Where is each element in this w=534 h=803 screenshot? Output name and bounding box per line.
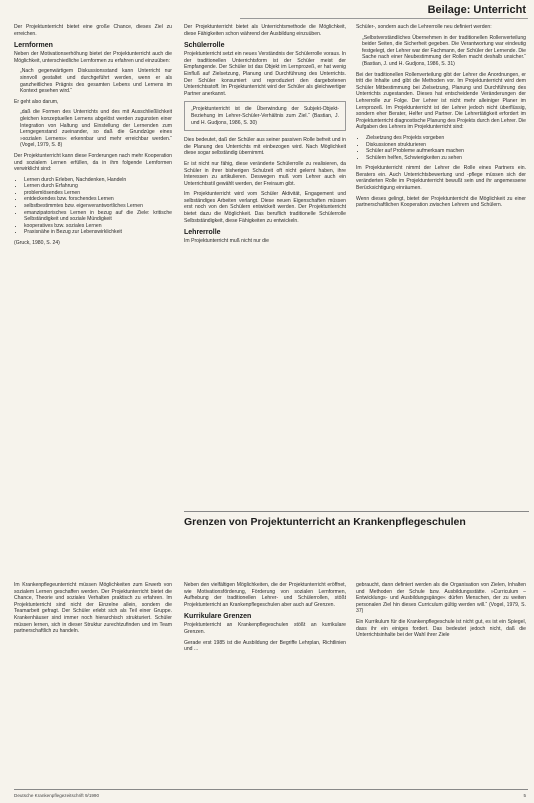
heading-schuelerrolle: Schülerrolle — [184, 42, 225, 50]
page-number: 5 — [523, 793, 526, 798]
heading-lehrerrolle: Lehrerrolle — [184, 229, 221, 237]
section-b-p2: Ein Kurrikulum für die Krankenpflegeschule ist nicht gut, es ist ein Spiegel, dass ihr ein einiges fordert. Das bedeutet jedoch nicht, daß die Unterrichtsinhalte bei der Wahl ihrer Ziele — [356, 618, 526, 639]
col1-p1: Neben der Motivationserhöhung bietet der Projektunterricht auch die Möglichkeit, unterschiedliche Lernformen zu erfahren und einzuüben: — [14, 51, 172, 64]
list-item: • Lernen durch Erfahrung — [24, 183, 172, 190]
col2-quote: „Projektunterricht ist die Überwindung der Subjekt-Objekt-Beziehung im Lehrer-Schüler-Verhältnis zum Ziel.“ (Bastian, J. und H. Gudjons, 1986, S. 30) — [191, 106, 339, 126]
col2-intro: Der Projektunterricht bietet als Unterrichtsmethode die Möglichkeit, diese Fähigkeiten schon während der Ausbildung einzuüben. — [184, 24, 346, 37]
section-column-a — [184, 582, 346, 657]
heading-lernformen: Lernformen — [14, 42, 53, 50]
section-column-b — [356, 582, 526, 643]
list-item: • Schüler auf Probleme aufmerksam machen — [366, 148, 526, 155]
col1-bullet-list — [14, 177, 172, 236]
column-middle — [184, 24, 346, 249]
list-item: • problemlösendes Lernen — [24, 190, 172, 197]
footer-journal: Deutsche Krankenpflegezeitschrift 9/1990 — [14, 793, 100, 798]
col1-p3: Der Projektunterricht kann diese Forderungen nach mehr Kooperation und sozialem Lernen erfüllen, da in ihm folgende Lernformen verwirklicht sind: — [14, 152, 172, 173]
col1-citation: (Gruck, 1980, S. 24) — [14, 240, 60, 247]
col3-quote: „Selbstverständliches Übernehmen in der traditionellen Rollenverteilung beider Seiten, die Sicherheit gegeben. Die Verantwortung war eindeutig festgelegt, der Lehrer war der Fachmann, der Schüler der Lernende. Die Sache nach einer Neubestimmung der Rollen macht deshalb unsicher.“ (Bastian, J. und H. Gudjons, 1986, S. 31) — [362, 34, 526, 67]
section-b-p1: gebraucht, dann definiert werden als die Organisation von Zielen, Inhalten und Methoden der Schule bzw. Ausbildungsstätte. »Curriculum – Entwicklungs- und Ausbildungsgänge« dürfen Menschen, der zu weiten personalen Ziel hin dieses Curriculum gültig werden will.“ (Vogel, 1979, S. 37) — [356, 582, 526, 615]
section-a-p1: Neben den vielfältigen Möglichkeiten, die der Projektunterricht eröffnet, wie Motivationsförderung, Förderung von sozialen Lernformen, Aufhebung der traditionellen Lehrer- und Schülerrollen, stößt Projektunterricht an Krankenpflegeschulen aber auch auf Grenzen. — [184, 582, 346, 608]
column-left-lower — [14, 582, 172, 639]
column-left — [14, 24, 172, 251]
footer-rule — [14, 789, 528, 790]
col3-bullet-list — [356, 135, 526, 161]
col3-p1: Bei der traditionellen Rollenverteilung gibt der Lehrer die Anordnungen, er tritt die Inhalte und gibt die Methoden vor. Im Projektunterricht wird dem Schüler Mitbestimmung bei Zielsetzung, Planung und Durchführung des Unterrichts zugestanden. Dieses hat entscheidende Veränderungen der Lehrerrolle zur Folge. Der Lehrer ist nicht mehr alleiniger Planer im Lernprozeß. Im Projektunterricht ist der Lehrer jedoch nicht überflüssig, sondern eher Berater, Helfer und Partner. Die Lehrertätigkeit erfordert im Projektunterricht diagnostische Planung des Projekts durch den Lehrer. Die Aufgaben des Lehrers im Projektunterricht sind: — [356, 71, 526, 131]
section-title: Grenzen von Projektunterricht an Krankenpflegeschulen — [184, 516, 466, 528]
section-a-p2: Projektunterricht an Krankenpflegeschulen stößt an kurrikulare Grenzen. — [184, 622, 346, 635]
col2-p5: Im Projektunterricht muß nicht nur die — [184, 238, 269, 245]
col3-p2: Im Projektunterricht nimmt der Lehrer die Rolle eines Partners ein. Beraters ein. Auch Unterrichtsbewertung und -pflege müssen sich der veränderten Rolle im Projektunterricht bewußt sein und ihr angemessene Berücksichtigung einräumen. — [356, 165, 526, 192]
col1-quote2: „daß die Formen des Unterrichts und des mit Ausschließlichkeit gleichen konzeptuellen Lernens abgelöst werden zugunsten einer Integration von Haltung und Einstellung der Lernenden zum Lerngegenstand zueinander, so daß die Grundzüge eines »sozialen Lernens« erkennbar und mehr erreichbar werden.“ (Vogel, 1979, S. 8) — [20, 109, 172, 149]
list-item: • kooperatives bzw. soziales Lernen — [24, 223, 172, 230]
list-item: • emanzipatorisches Lernen in bezug auf die Ziele: kritische Selbständigkeit und soziale Mündigkeit — [24, 210, 172, 223]
header-rule — [240, 18, 528, 19]
list-item: • Schülern helfen, Schwierigkeiten zu sehen — [366, 155, 526, 162]
list-item: • selbstbestimmtes bzw. eigenverantwortliches Lernen — [24, 203, 172, 210]
list-item: • Praxisnähe in Bezug zur Lebenswirklichkeit — [24, 229, 172, 236]
section-rule-top — [184, 511, 529, 512]
col2-p2: Dies bedeutet, daß der Schüler aus seiner passiven Rolle befreit und in die Planung des Unterrichts mit einbezogen wird. Nach Möglichkeit diese sogar selbständig übernimmt. — [184, 137, 346, 157]
col3-p3: Wenn dieses gelingt, bietet der Projektunterricht die Möglichkeit zu einer partnerschaftlichen Kooperation zwischen Lehrern und Schülern. — [356, 195, 526, 209]
list-item: • Diskussionen strukturieren — [366, 142, 526, 149]
col1-quote1: „Nach gegenwärtigem Diskussionsstand kann Unterricht nur sinnvoll gestaltet und durchgeführt werden, wenn er als ganzheitliches Prägnis des gesamten Lebens und Lernens im Kontext gesehen wird.“ — [20, 68, 172, 95]
section-a-p3: Gerade erst 1985 ist die Ausbildung der Begriffe Lehrplan, Richtlinien und ... — [184, 639, 346, 653]
page-header: Beilage: Unterricht — [427, 4, 526, 16]
list-item: • Zielsetzung des Projekts vorgeben — [366, 135, 526, 142]
col2-p4: Im Projektunterricht wird vom Schüler Aktivität, Engagement und selbständiges Arbeiten verlangt. Diese neuen Eigenschaften müssen erst noch von den Schülern entwickelt werden. Der Projektunterricht bietet dazu die Möglichkeit. Das beruflich traditionelle Schülerrolle Selbstständigkeit, diese Fähigkeiten zu entwickeln. — [184, 191, 346, 224]
col1-intro: Der Projektunterricht bietet eine große Chance, dieses Ziel zu erreichen. — [14, 24, 172, 37]
col1-p2: Er geht also darum, — [14, 98, 59, 105]
col1-p4: Im Krankenpflegeunterricht müssen Möglichkeiten zum Erwerb von sozialem Lernen geschaffen werden. Der Projektunterricht bietet die Chance, Theorie und soziales Verhalten praktisch zu erfahren. Im Projektunterricht sind nicht der Einzelne allein, sondern die Teamarbeit gefragt. Der Schüler erlebt sich als Teil einer Gruppe. Krankenhäuser sind immer noch hierarchisch strukturiert. Schüler müssen lernen, sich in dieser Struktur zurechtzufinden und im Team partnerschaftlich zu handeln. — [14, 582, 172, 635]
col3-intro: Schüler-, sondern auch die Lehrerrolle neu definiert werden: — [356, 24, 492, 30]
heading-kurrikulare-grenzen: Kurrikulare Grenzen — [184, 613, 252, 621]
list-item: • Lernen durch Erleben, Nachdenken, Handeln — [24, 177, 172, 184]
list-item: • entdeckendes bzw. forschendes Lernen — [24, 196, 172, 203]
col2-quote-box — [184, 101, 346, 131]
col2-p1: Projektunterricht setzt ein neues Verständnis der Schülerrolle voraus. In der traditionellen Unterrichtsform ist der Schüler meist der Empfangende. Der Schüler ist das Objekt im Lernprozeß, er hat wenig Einfluß auf Zielsetzung, Planung und Durchführung des Unterrichts. Der Schüler konsumiert und reproduziert den dargebotenen Unterrichtsstoff. Im Projektunterricht wird der Schüler als gleichwertiger Partner anerkannt. — [184, 51, 346, 97]
col2-p3: Er ist nicht nur fähig, diese veränderte Schülerrolle zu realisieren, da Schüler in ihrer bisherigen Schulzeit oft nicht gelernt haben, ihre Interessen zu artikulieren. Deswegen muß vom Lehrer auch ein Unterrichtsstil gewählt werden, der Freiraum gibt. — [184, 160, 346, 187]
column-right — [356, 24, 526, 213]
